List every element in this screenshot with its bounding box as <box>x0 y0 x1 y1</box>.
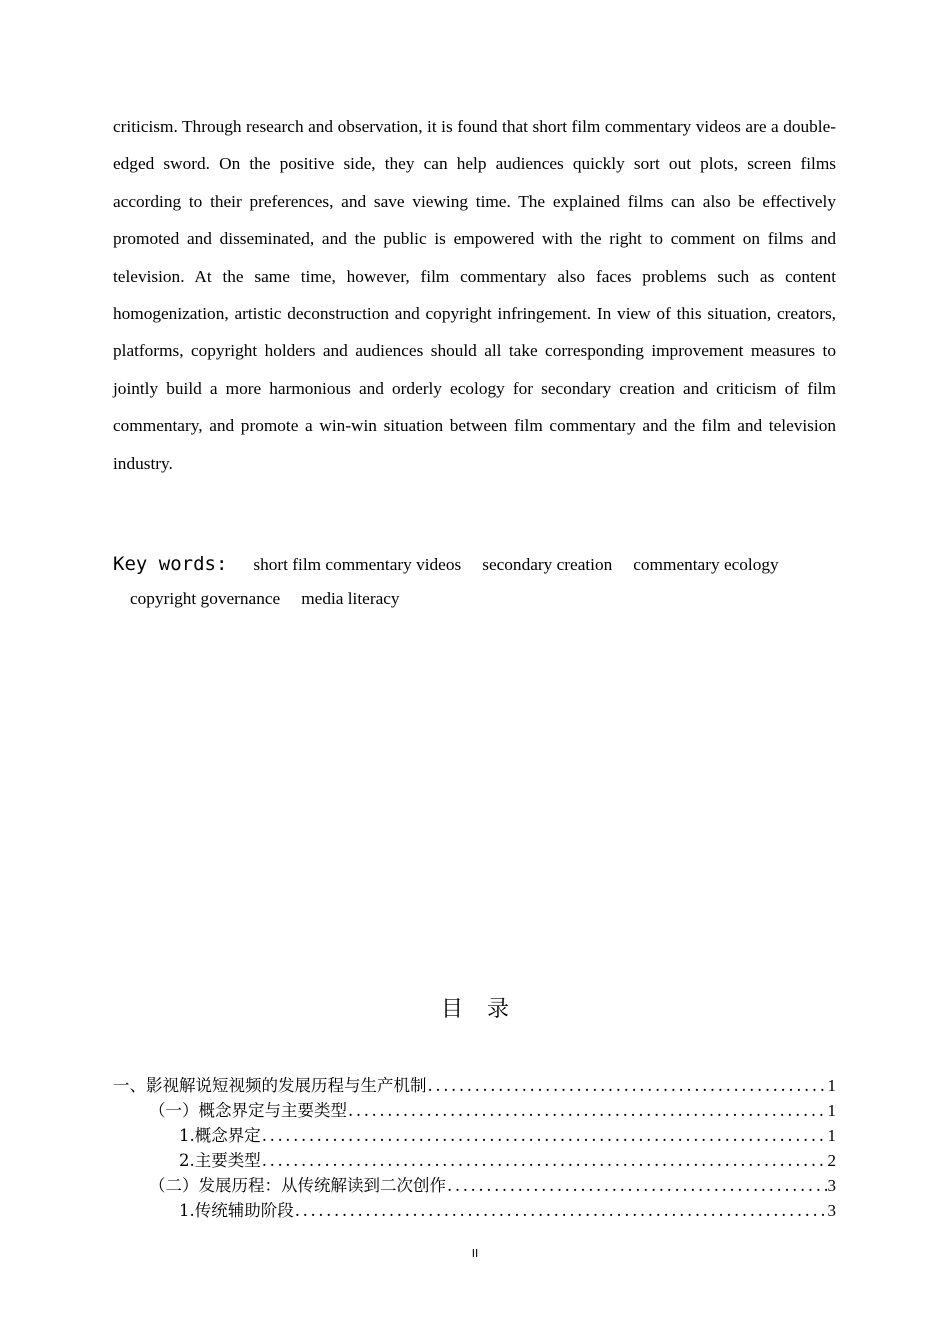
toc-entry-page: 1 <box>827 1126 836 1145</box>
toc-entry[interactable] <box>113 1123 836 1148</box>
keyword-item: commentary ecology <box>633 555 779 574</box>
toc-entry[interactable] <box>113 1073 836 1098</box>
toc-entry-page: 3 <box>827 1176 836 1195</box>
keyword-item: secondary creation <box>482 555 613 574</box>
toc-leader-dots <box>295 1198 827 1223</box>
abstract-paragraph: criticism. Through research and observation, it is found that short film commentary videos are a double-edged sword. On the positive side, they can help audiences quickly sort out plots, screen films according to their preferences, and save viewing time. The explained films can also be effectively promoted and disseminated, and the public is empowered with the right to comment on films and television. At the same time, however, film commentary also faces problems such as content homogenization, artistic deconstruction and copyright infringement. In view of this situation, creators, platforms, copyright holders and audiences should all take corresponding improvement measures to jointly build a more harmonious and orderly ecology for secondary creation and criticism of film commentary, and promote a win-win situation between film commentary and the film and television industry. <box>113 117 836 473</box>
toc-entry-page: 1 <box>827 1076 836 1095</box>
toc-leader-dots <box>447 1173 827 1198</box>
keyword-item: copyright governance <box>130 589 281 608</box>
toc-leader-dots <box>262 1123 827 1148</box>
keywords-line <box>113 547 836 616</box>
toc-entry[interactable] <box>113 1173 836 1198</box>
toc-title: 目录 <box>440 997 533 1022</box>
toc-entry-page: 3 <box>827 1201 836 1220</box>
toc-entry-title: 一、影视解说短视频的发展历程与生产机制 <box>113 1076 427 1095</box>
toc-entry-page: 1 <box>827 1101 836 1120</box>
toc-leader-dots <box>262 1148 827 1173</box>
toc-entry-title: 2.主要类型 <box>179 1151 261 1170</box>
toc-entry[interactable] <box>113 1098 836 1123</box>
keyword-item: short film commentary videos <box>253 555 462 574</box>
table-of-contents <box>113 1073 836 1223</box>
toc-entry-title: 1.概念界定 <box>179 1126 261 1145</box>
keyword-item: media literacy <box>301 589 400 608</box>
toc-leader-dots <box>428 1073 827 1098</box>
toc-entry-title: （二）发展历程：从传统解读到二次创作 <box>149 1176 446 1195</box>
keywords-label: Key words: <box>113 553 228 575</box>
toc-entry[interactable] <box>113 1148 836 1173</box>
toc-entry-title: （一）概念界定与主要类型 <box>149 1101 347 1120</box>
toc-entry[interactable] <box>113 1198 836 1223</box>
toc-entry-title: 1.传统辅助阶段 <box>179 1201 294 1220</box>
page-number: II <box>471 1247 479 1260</box>
toc-leader-dots <box>348 1098 827 1123</box>
toc-entry-page: 2 <box>827 1151 836 1170</box>
